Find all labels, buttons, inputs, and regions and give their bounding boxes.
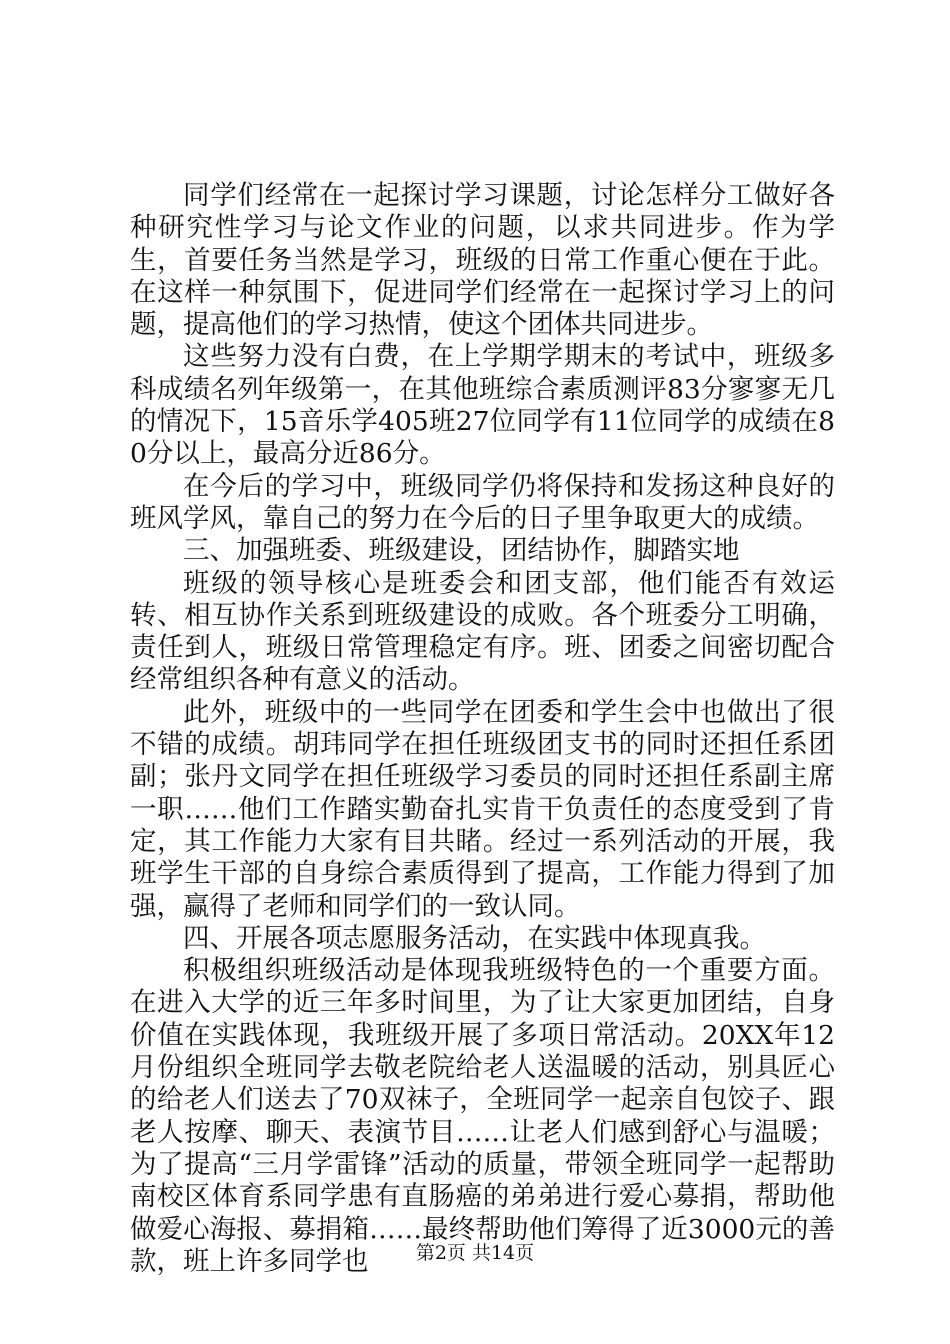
paragraph-student-cadres: 此外，班级中的一些同学在团委和学生会中也做出了很不错的成绩。胡玮同学在担任班级团支书的同时还担任系团副；张丹文同学在担任班级学习委员的同时还担任系副主席一职……他们工作踏实勤奋扎实肯干负责任的态度受到了肯定，其工作能力大家有目共睹。经过一系列活动的开展，我班学生干部的自身综合素质得到了提高，工作能力得到了加强，赢得了老师和同学们的一致认同。 bbox=[130, 696, 835, 922]
paragraph-exam-results: 这些努力没有白费，在上学期学期末的考试中，班级多科成绩名列年级第一，在其他班综合素质测评83分寥寥无几的情况下，15音乐学405班27位同学有11位同学的成绩在80分以上，最高分近86分。 bbox=[130, 341, 835, 470]
document-body bbox=[130, 180, 835, 1278]
page-footer: 第2页 共14页 bbox=[415, 1242, 535, 1264]
paragraph-future-study: 在今后的学习中，班级同学仍将保持和发扬这种良好的班风学风，靠自己的努力在今后的日子里争取更大的成绩。 bbox=[130, 470, 835, 534]
paragraph-study-discussion: 同学们经常在一起探讨学习课题，讨论怎样分工做好各种研究性学习与论文作业的问题，以求共同进步。作为学生，首要任务当然是学习，班级的日常工作重心便在于此。在这样一种氛围下，促进同学们经常在一起探讨学习上的问题，提高他们的学习热情，使这个团体共同进步。 bbox=[130, 180, 835, 341]
section-heading-class-committee: 三、加强班委、班级建设，团结协作，脚踏实地 bbox=[183, 535, 740, 567]
paragraph-class-activities: 积极组织班级活动是体现我班级特色的一个重要方面。在进入大学的近三年多时间里，为了让大家更加团结，自身价值在实践体现，我班级开展了多项日常活动。20XX年12月份组织全班同学去敬老院给老人送温暖的活动，别具匠心的给老人们送去了70双袜子，全班同学一起亲自包饺子、跟老人按摩、聊天、表演节目……让老人们感到舒心与温暖；为了提高“三月学雷锋”活动的质量，带领全班同学一起帮助南校区体育系同学患有直肠癌的弟弟进行爱心募捐，帮助他做爱心海报、募捐箱……最终帮助他们筹得了近3000元的善款，班上许多同学也 bbox=[130, 955, 835, 1277]
paragraph-leadership-core: 班级的领导核心是班委会和团支部，他们能否有效运转、相互协作关系到班级建设的成败。各个班委分工明确，责任到人，班级日常管理稳定有序。班、团委之间密切配合经常组织各种有意义的活动。 bbox=[130, 567, 835, 696]
section-heading-volunteer-service: 四、开展各项志愿服务活动，在实践中体现真我。 bbox=[183, 922, 766, 954]
